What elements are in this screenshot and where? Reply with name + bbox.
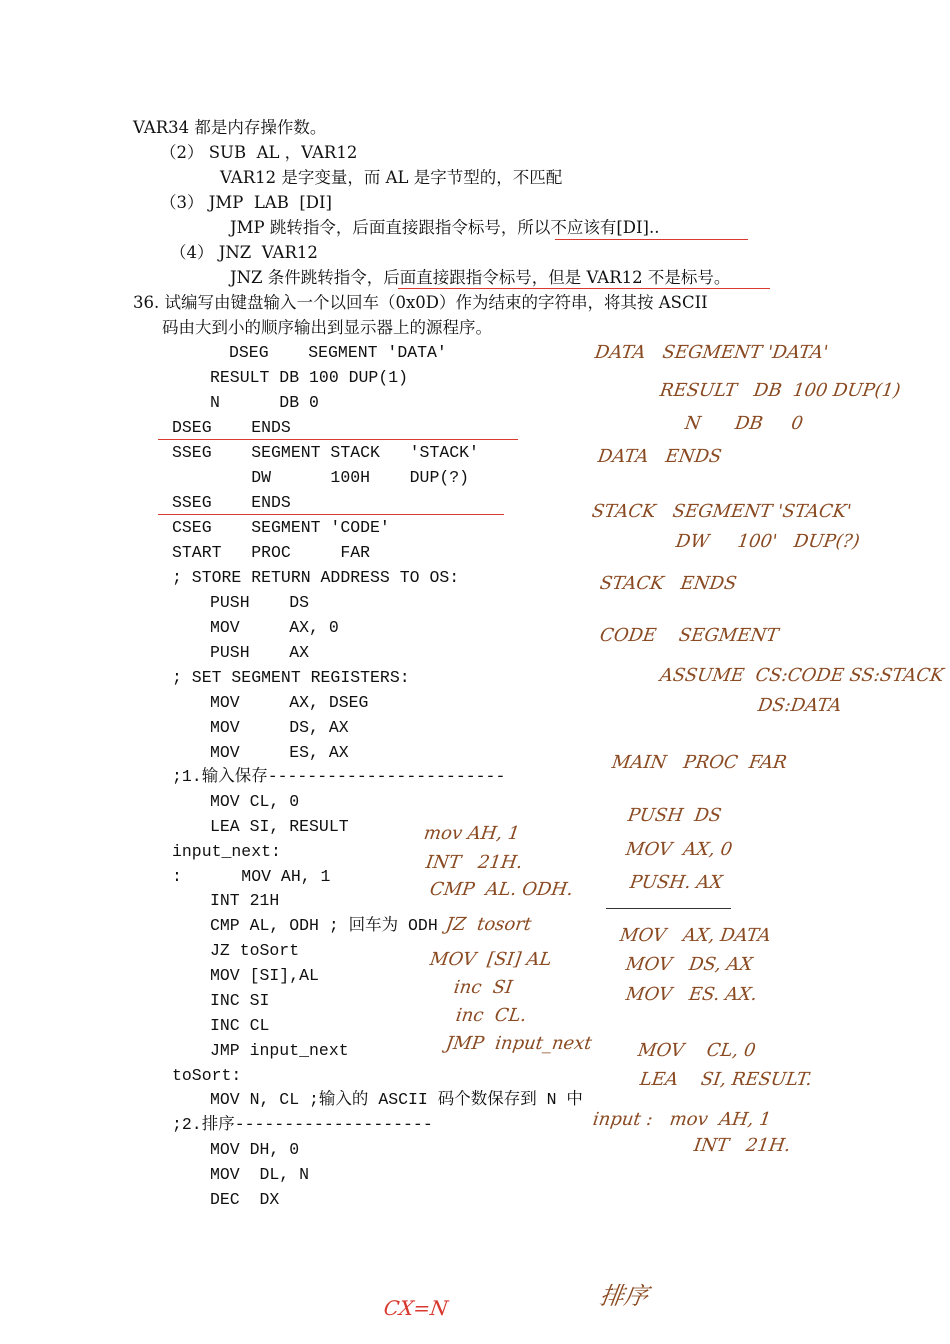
code-label: input_next: (172, 842, 281, 861)
code-line: SSEG SEGMENT STACK 'STACK' (172, 443, 479, 462)
handwritten-note: MOV [SI] AL (428, 949, 554, 970)
code-line: JMP input_next (210, 1041, 349, 1060)
handwritten-note: DW 100' DUP(?) (674, 531, 861, 552)
separator-mark (158, 514, 504, 515)
code-line: CSEG SEGMENT 'CODE' (172, 518, 390, 537)
code-line: INC SI (210, 991, 270, 1010)
handwritten-note: PUSH. AX (628, 872, 724, 893)
handwritten-note: CX=N (382, 1296, 450, 1320)
code-line: CMP AL, ODH ; 回车为 ODH (210, 916, 438, 935)
handwritten-note: CMP AL. ODH. (428, 879, 575, 900)
code-comment: ; STORE RETURN ADDRESS TO OS: (172, 568, 460, 587)
underline-mark (398, 288, 770, 289)
separator-mark (606, 908, 731, 909)
code-line: MOV CL, 0 (210, 792, 300, 811)
handwritten-note: CODE SEGMENT (598, 625, 780, 646)
code-line: MOV AX, DSEG (210, 693, 369, 712)
code-comment: ;2.排序-------------------- (172, 1115, 433, 1134)
handwritten-note: STACK SEGMENT 'STACK' (590, 501, 853, 522)
code-line: MOV [SI],AL (210, 966, 319, 985)
code-line: N DB 0 (210, 393, 319, 412)
handwritten-note: MOV AX, DATA (618, 925, 773, 946)
code-label: toSort: (172, 1066, 242, 1085)
text-line: VAR12 是字变量，而 AL 是字节型的，不匹配 (220, 168, 563, 187)
code-line: : MOV AH, 1 (172, 867, 331, 886)
text-line: JMP 跳转指令，后面直接跟指令标号，所以不应该有[DI].. (230, 218, 660, 237)
code-line: MOV AX, 0 (210, 618, 339, 637)
question-heading: 码由大到小的顺序输出到显示器上的源程序。 (162, 318, 492, 337)
handwritten-note: LEA SI, RESULT. (638, 1069, 814, 1090)
handwritten-note: MAIN PROC FAR (610, 752, 789, 773)
code-line: DW 100H DUP(?) (172, 468, 470, 487)
code-line: MOV N, CL ;输入的 ASCII 码个数保存到 N 中 (210, 1090, 583, 1109)
code-line: MOV DL, N (210, 1165, 310, 1184)
code-line: INC CL (210, 1016, 270, 1035)
handwritten-note: MOV DS, AX (624, 954, 754, 975)
handwritten-note: INT 21H. (692, 1135, 792, 1156)
handwritten-note: STACK ENDS (598, 573, 738, 594)
handwritten-note: PUSH DS (626, 805, 723, 826)
handwritten-note: DATA SEGMENT 'DATA' (593, 342, 830, 363)
code-line: MOV ES, AX (210, 743, 349, 762)
handwritten-note: inc CL. (454, 1005, 528, 1026)
code-comment: ;1.输入保存------------------------ (172, 767, 506, 786)
code-line: DSEG SEGMENT 'DATA' (229, 343, 447, 362)
code-line: MOV DH, 0 (210, 1140, 300, 1159)
code-line: MOV DS, AX (210, 718, 349, 737)
handwritten-note: JMP input_next (444, 1033, 594, 1054)
text-line: JNZ 条件跳转指令，后面直接跟指令标号，但是 VAR12 不是标号。 (230, 268, 731, 287)
code-line: JZ toSort (210, 941, 300, 960)
handwritten-note: mov AH, 1 (422, 823, 521, 844)
handwritten-note: 排序 (598, 1282, 650, 1310)
handwritten-note: DATA ENDS (596, 446, 723, 467)
code-line: DSEG ENDS (172, 418, 291, 437)
handwritten-note: MOV AX, 0 (624, 839, 734, 860)
code-line: START PROC FAR (172, 543, 371, 562)
code-line: LEA SI, RESULT (210, 817, 349, 836)
handwritten-note: MOV CL, 0 (636, 1040, 757, 1061)
handwritten-note: inc SI (452, 977, 514, 998)
code-line: RESULT DB 100 DUP(1) (210, 368, 409, 387)
handwritten-note: JZ tosort (444, 914, 533, 935)
code-line: DEC DX (210, 1190, 280, 1209)
handwritten-note: input : mov AH, 1 (591, 1109, 773, 1130)
code-line: SSEG ENDS (172, 493, 291, 512)
handwritten-note: ASSUME CS:CODE SS:STACK (658, 665, 946, 686)
code-line: PUSH AX (210, 643, 310, 662)
code-line: PUSH DS (210, 593, 310, 612)
handwritten-note: MOV ES. AX. (624, 984, 759, 1005)
handwritten-note: N DB 0 (683, 413, 805, 434)
code-line: INT 21H (210, 891, 280, 910)
handwritten-note: DS:DATA (756, 695, 843, 716)
handwritten-note: RESULT DB 100 DUP(1) (658, 380, 902, 401)
text-line: （4） JNZ VAR12 (170, 243, 318, 262)
text-line: （2） SUB AL ，VAR12 (160, 143, 358, 162)
text-line: VAR34 都是内存操作数。 (133, 118, 327, 137)
text-line: （3） JMP LAB [DI] (160, 193, 332, 212)
handwritten-note: INT 21H. (424, 852, 524, 873)
underline-mark (555, 239, 748, 240)
separator-mark (158, 439, 518, 440)
question-heading: 36. 试编写由键盘输入一个以回车（0x0D）作为结束的字符串，将其按 ASCII (133, 293, 708, 312)
code-comment: ; SET SEGMENT REGISTERS: (172, 668, 410, 687)
